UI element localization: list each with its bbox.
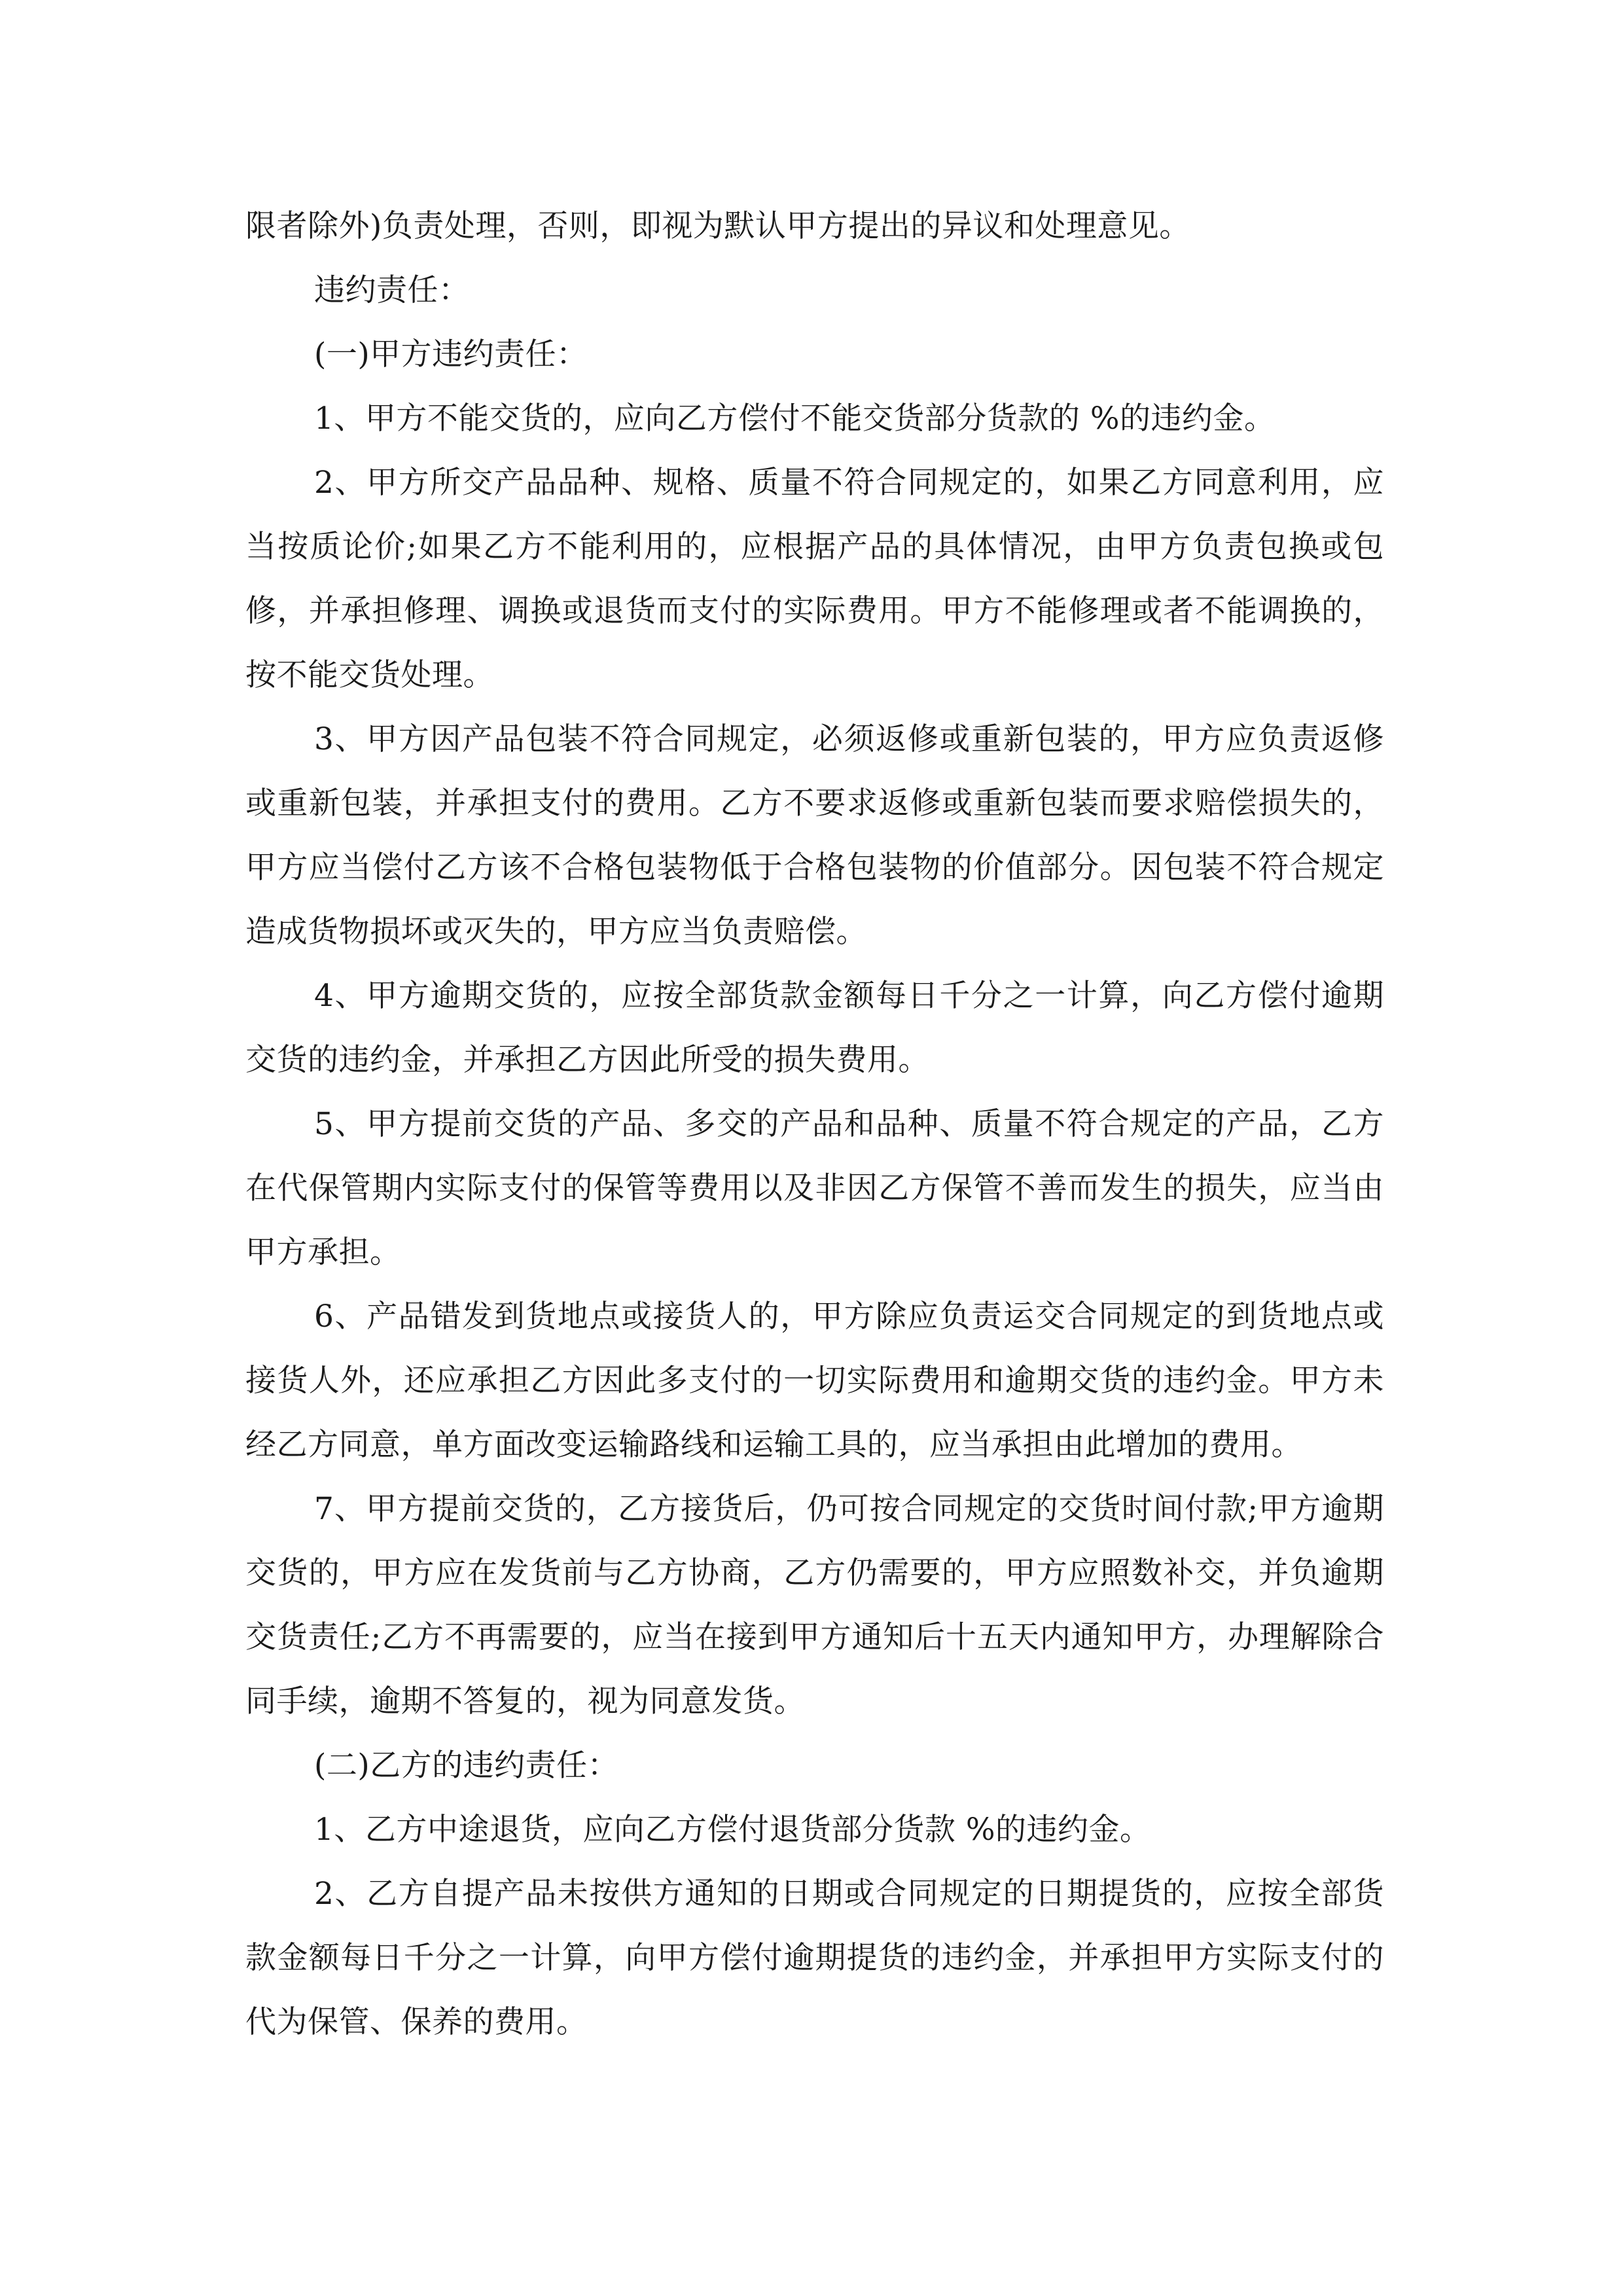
clause-a-6: 6、产品错发到货地点或接货人的，甲方除应负责运交合同规定的到货地点或接货人外，还应承担乙方因此多支付的一切实际费用和逾期交货的违约金。甲方未经乙方同意，单方面改变运输路线和运输工具的，应当承担由此增加的费用。 [245,1299,1384,1463]
clause-a-3: 3、甲方因产品包装不符合同规定，必须返修或重新包装的，甲方应负责返修或重新包装，并承担支付的费用。乙方不要求返修或重新包装而要求赔偿损失的，甲方应当偿付乙方该不合格包装物低于合格包装物的价值部分。因包装不符合规定造成货物损坏或灭失的，甲方应当负责赔偿。 [245,721,1384,950]
subsection-heading-party-a: (一)甲方违约责任： [314,336,588,372]
paragraph-continuation: 限者除外)负责处理，否则，即视为默认甲方提出的异议和处理意见。 [245,208,1190,244]
clause-a-5: 5、甲方提前交货的产品、多交的产品和品种、质量不符合规定的产品，乙方在代保管期内实际支付的保管等费用以及非因乙方保管不善而发生的损失，应当由甲方承担。 [245,1106,1384,1270]
clause-a-4: 4、甲方逾期交货的，应按全部货款金额每日千分之一计算，向乙方偿付逾期交货的违约金，并承担乙方因此所受的损失费用。 [245,978,1384,1078]
clause-b-2: 2、乙方自提产品未按供方通知的日期或合同规定的日期提货的，应按全部货款金额每日千分之一计算，向甲方偿付逾期提货的违约金，并承担甲方实际支付的代为保管、保养的费用。 [245,1876,1384,2040]
clause-a-1: 1、甲方不能交货的，应向乙方偿付不能交货部分货款的 %的违约金。 [314,401,1275,437]
clause-b-1: 1、乙方中途退货，应向乙方偿付退货部分货款 %的违约金。 [314,1812,1151,1848]
subsection-heading-party-b: (二)乙方的违约责任： [314,1748,619,1784]
clause-a-7: 7、甲方提前交货的，乙方接货后，仍可按合同规定的交货时间付款;甲方逾期交货的，甲方应在发货前与乙方协商，乙方仍需要的，甲方应照数补交，并负逾期交货责任;乙方不再需要的，应当在接到甲方通知后十五天内通知甲方，办理解除合同手续，逾期不答复的，视为同意发货。 [245,1491,1384,1719]
document-body [245,194,1384,2054]
section-heading-breach-liability: 违约责任： [314,272,470,308]
clause-a-2: 2、甲方所交产品品种、规格、质量不符合同规定的，如果乙方同意利用，应当按质论价;如果乙方不能利用的，应根据产品的具体情况，由甲方负责包换或包修，并承担修理、调换或退货而支付的实际费用。甲方不能修理或者不能调换的，按不能交货处理。 [245,465,1384,693]
